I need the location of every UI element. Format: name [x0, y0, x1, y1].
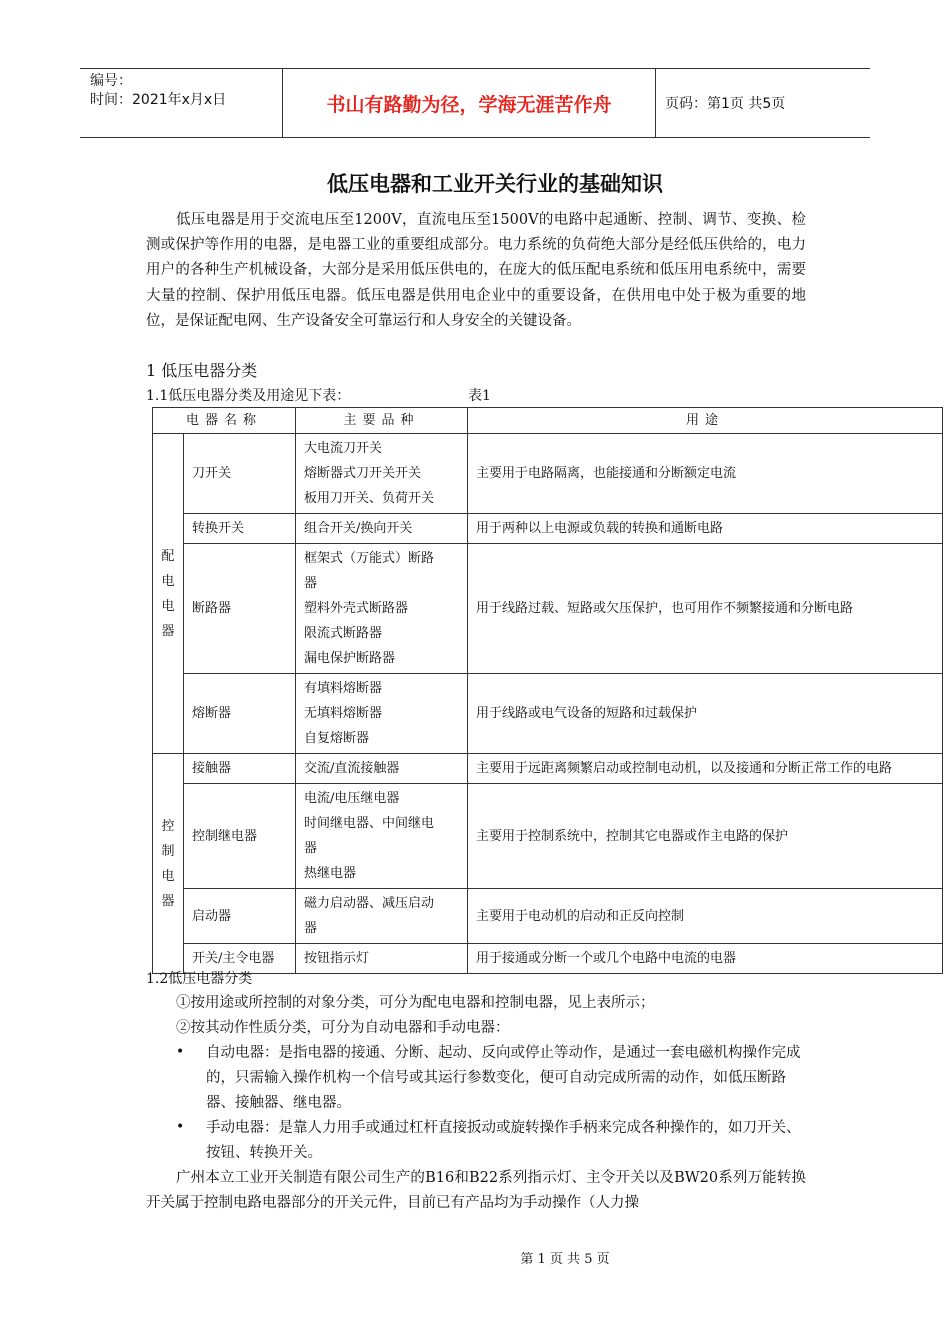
group-distribution-label: 配 电 电 器 [161, 548, 175, 639]
header-motto: 书山有路勤为径，学海无涯苦作舟 [282, 69, 656, 137]
row-name: 启动器 [184, 889, 296, 944]
header-number-label: 编号： [90, 73, 132, 89]
row-kinds: 大电流刀开关 熔断器式刀开关开关 板用刀开关、负荷开关 [296, 434, 468, 514]
table-row [153, 944, 943, 974]
row-use: 主要用于控制系统中，控制其它电器或作主电路的保护 [468, 784, 943, 889]
row-name: 熔断器 [184, 674, 296, 754]
table-row [153, 889, 943, 944]
bullet-marker: • [176, 1119, 185, 1135]
row-kinds: 交流/直流接触器 [296, 754, 468, 784]
row-kinds: 框架式（万能式）断路 器 塑料外壳式断路器 限流式断路器 漏电保护断路器 [296, 544, 468, 674]
list-item-1: ①按用途或所控制的对象分类，可分为配电电器和控制电器，见上表所示； [176, 995, 655, 1011]
intro-paragraph [146, 208, 806, 334]
table-header-use: 用途 [468, 408, 943, 434]
table-header-kinds: 主要品种 [296, 408, 468, 434]
row-name: 断路器 [184, 544, 296, 674]
row-use: 主要用于电动机的启动和正反向控制 [468, 889, 943, 944]
group-distribution [153, 434, 184, 754]
header-meta [80, 69, 282, 137]
bullet-marker: • [176, 1044, 185, 1060]
table-row [153, 754, 943, 784]
closing-text: 广州本立工业开关制造有限公司生产的B16和B22系列指示灯、主令开关以及BW20系列万能转换开关属于控制电路电器部分的开关元件，目前已有产品均为手动操作（人力操 [146, 1170, 806, 1212]
section-1-2-heading: 1.2低压电器分类 [146, 971, 253, 987]
row-use: 用于两种以上电源或负载的转换和通断电路 [468, 514, 943, 544]
table-header-name: 电器名称 [153, 408, 296, 434]
row-name: 刀开关 [184, 434, 296, 514]
header-time: 时间：2021年x月x日 [90, 92, 227, 108]
table-row [153, 514, 943, 544]
classification-table [152, 407, 943, 974]
row-use: 主要用于电路隔离，也能接通和分断额定电流 [468, 434, 943, 514]
bullet-manual: 手动电器：是靠人力用手或通过杠杆直接扳动或旋转操作手柄来完成各种操作的，如刀开关、按钮、转换开关。 [206, 1120, 801, 1162]
closing-paragraph [146, 1166, 806, 1216]
document-title: 低压电器和工业开关行业的基础知识 [327, 172, 663, 196]
list-item-2: ②按其动作性质分类，可分为自动电器和手动电器： [176, 1020, 510, 1036]
group-control-label: 控 制 电 器 [161, 818, 175, 909]
table-row [153, 784, 943, 889]
table-row [153, 544, 943, 674]
row-name: 转换开关 [184, 514, 296, 544]
row-kinds: 按钮指示灯 [296, 944, 468, 974]
table-row [153, 434, 943, 514]
row-use: 用于线路或电气设备的短路和过载保护 [468, 674, 943, 754]
section-1-1-heading: 1.1低压电器分类及用途见下表： [146, 388, 351, 404]
row-use: 用于接通或分断一个或几个电路中电流的电器 [468, 944, 943, 974]
row-use: 主要用于远距离频繁启动或控制电动机，以及接通和分断正常工作的电路 [468, 754, 943, 784]
bullet-auto: 自动电器：是指电器的接通、分断、起动、反向或停止等动作，是通过一套电磁机构操作完成的，只需输入操作机构一个信号或其运行参数变化，便可自动完成所需的动作，如低压断路器、接触器、继电器。 [206, 1045, 801, 1112]
group-control [153, 754, 184, 974]
row-kinds: 组合开关/换向开关 [296, 514, 468, 544]
section-1-heading: 1 低压电器分类 [146, 361, 258, 380]
page-footer: 第 1 页 共 5 页 [520, 1252, 610, 1267]
row-kinds: 有填料熔断器 无填料熔断器 自复熔断器 [296, 674, 468, 754]
table-label: 表1 [468, 388, 491, 404]
row-name: 控制继电器 [184, 784, 296, 889]
intro-text: 低压电器是用于交流电压至1200V，直流电压至1500V的电路中起通断、控制、调节、变换、检测或保护等作用的电器，是电器工业的重要组成部分。电力系统的负荷绝大部分是经低压供给的，电力用户的各种生产机械设备，大部分是采用低压供电的，在庞大的低压配电系统和低压用电系统中，需要大量的控制、保护用低压电器。低压电器是供用电企业中的重要设备，在供用电中处于极为重要的地位，是保证配电网、生产设备安全可靠运行和人身安全的关键设备。 [146, 212, 806, 329]
row-name: 开关/主令电器 [184, 944, 296, 974]
row-kinds: 电流/电压继电器 时间继电器、中间继电 器 热继电器 [296, 784, 468, 889]
row-use: 用于线路过载、短路或欠压保护，也可用作不频繁接通和分断电路 [468, 544, 943, 674]
table-row [153, 674, 943, 754]
document-header [80, 68, 870, 138]
row-kinds: 磁力启动器、减压启动 器 [296, 889, 468, 944]
header-page-info: 页码：第1页 共5页 [665, 96, 786, 112]
row-name: 接触器 [184, 754, 296, 784]
